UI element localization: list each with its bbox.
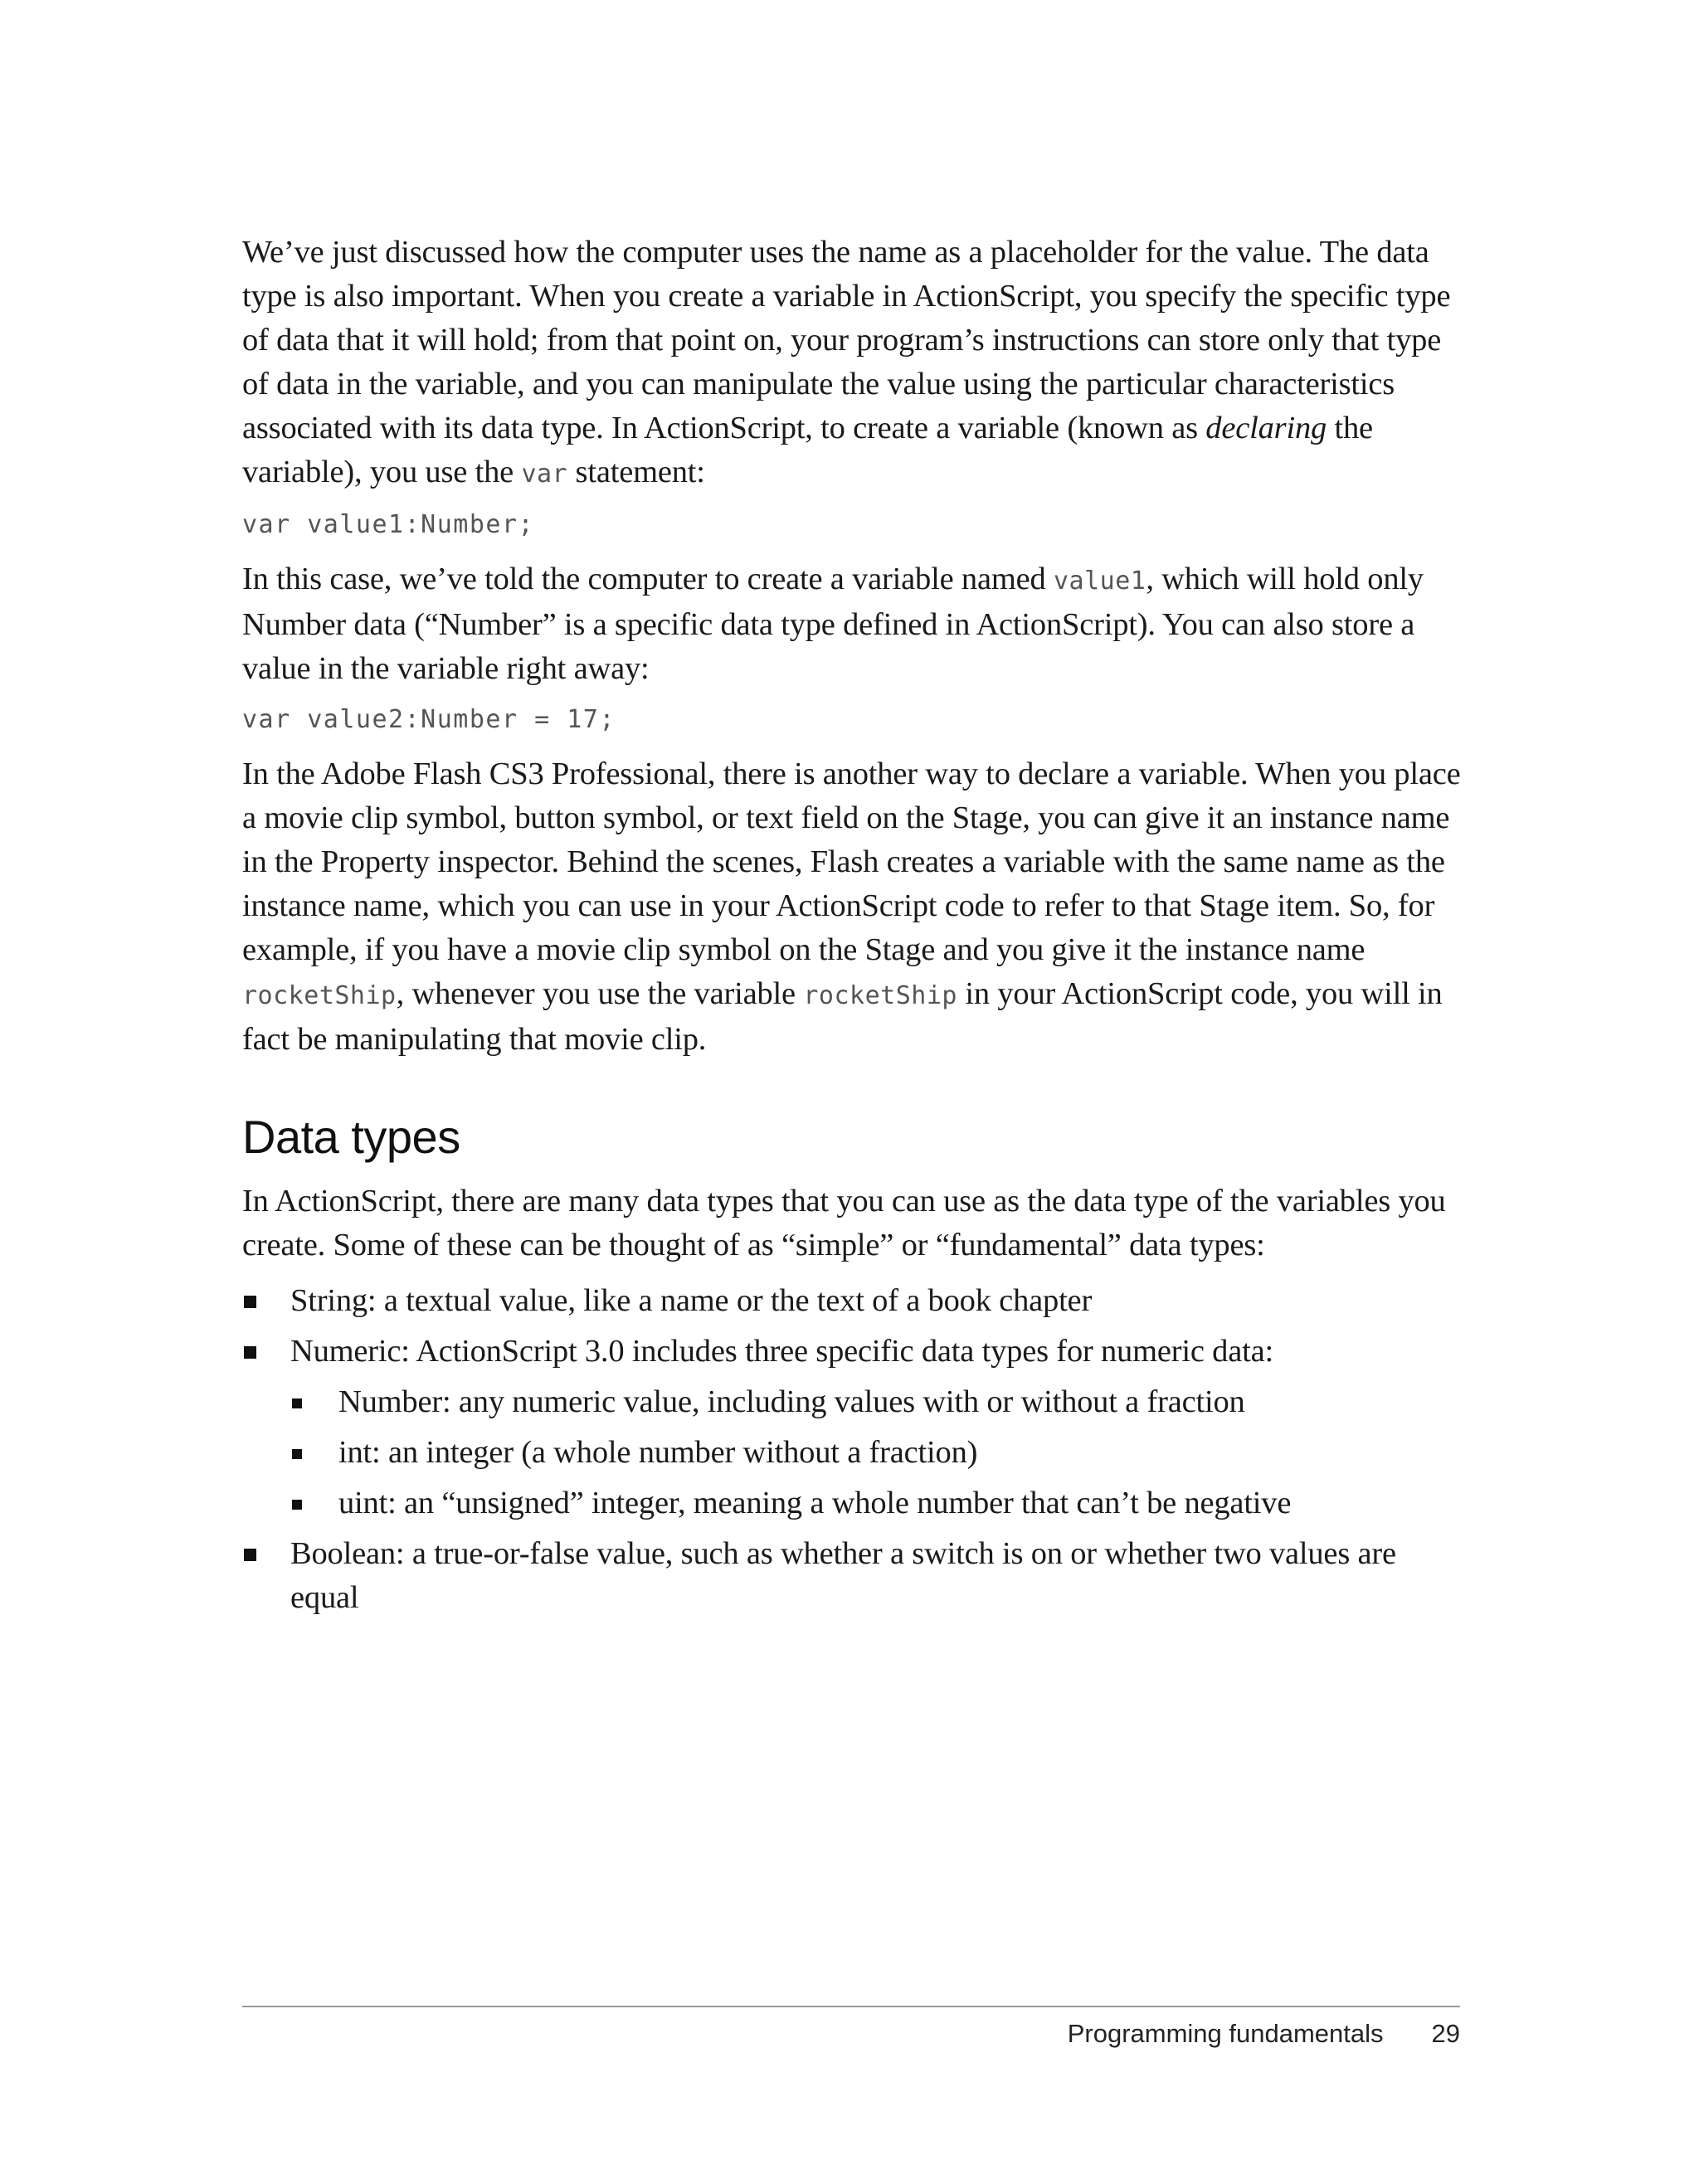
square-bullet-icon: [292, 1449, 302, 1459]
para2-text-after: , which will hold only Number data (“Number” is a specific data type defined in ActionScript). You can also store a value in the variable right away:: [242, 562, 1424, 686]
para3-text-middle: , whenever you use the variable: [396, 976, 804, 1011]
sub-list-item-text: Number: any numeric value, including values with or without a fraction: [338, 1384, 1245, 1419]
rocketship-code: rocketShip: [803, 981, 957, 1010]
sub-list-item-text: int: an integer (a whole number without a fraction): [338, 1435, 978, 1470]
data-types-list: [242, 1279, 1462, 1620]
paragraph-number-variable: [242, 557, 1462, 691]
paragraph-data-types-intro: In ActionScript, there are many data types that you can use as the data type of the variables you create. Some of these can be thought of as “simple” or “fundamental” data types:: [242, 1184, 1446, 1262]
code-example-declare: var value1:Number;: [242, 510, 535, 539]
paragraph-variables-datatype: [242, 231, 1462, 496]
rocketship-code: rocketShip: [242, 981, 397, 1010]
footer-section-title: Programming fundamentals: [1067, 2019, 1384, 2048]
code-example-assign: var value2:Number = 17;: [242, 705, 616, 734]
declaring-emphasis: declaring: [1205, 411, 1327, 445]
value1-code: value1: [1053, 567, 1146, 596]
square-bullet-icon: [292, 1398, 302, 1408]
para3-text-before: In the Adobe Flash CS3 Professional, there is another way to declare a variable. When you place a movie clip symbol, button symbol, or text field on the Stage, you can give it an instance name in the Property inspector. Behind the scenes, Flash creates a variable with the same name as the instance name, which you can use in your ActionScript code to refer to that Stage item. So, for example, if you have a movie clip symbol on the Stage and you give it the instance name: [242, 756, 1461, 967]
square-bullet-icon: [244, 1296, 256, 1308]
sub-list-item: [290, 1380, 1462, 1424]
para1-text-before: We’ve just discussed how the computer uses the name as a placeholder for the value. The data type is also important. When you create a variable in ActionScript, you specify the specific type of data that it will hold; from that point on, your program’s instructions can store only that type of data in the variable, and you can manipulate the value using the particular characteristics associated with its data type. In ActionScript, to create a variable (known as: [242, 235, 1451, 445]
square-bullet-icon: [292, 1500, 302, 1510]
page-content: [242, 231, 1462, 1627]
paragraph-instance-name: [242, 752, 1462, 1062]
sub-list-item: [290, 1481, 1462, 1525]
sub-list-item-text: uint: an “unsigned” integer, meaning a whole number that can’t be negative: [338, 1486, 1292, 1520]
para3-text-after: in your ActionScript code, you will in fact be manipulating that movie clip.: [242, 976, 1443, 1057]
list-item-text: Numeric: ActionScript 3.0 includes three specific data types for numeric data:: [290, 1334, 1273, 1369]
list-item: [242, 1532, 1462, 1620]
footer-divider: [242, 2006, 1460, 2007]
para1-text-middle: the variable), you use the: [242, 411, 1373, 489]
sub-list-item: [290, 1431, 1462, 1475]
list-item: [242, 1330, 1462, 1525]
square-bullet-icon: [244, 1346, 256, 1359]
list-item: [242, 1279, 1462, 1323]
para2-text-before: In this case, we’ve told the computer to create a variable named: [242, 562, 1054, 596]
list-item-text: Boolean: a true-or-false value, such as whether a switch is on or whether two values are equal: [290, 1536, 1396, 1615]
square-bullet-icon: [244, 1549, 256, 1561]
para1-text-after: statement:: [567, 455, 705, 489]
numeric-types-sublist: [290, 1380, 1462, 1525]
var-keyword-code: var: [521, 460, 568, 489]
page-footer: [1068, 2017, 1460, 2050]
page-number: 29: [1431, 2019, 1460, 2048]
list-item-text: String: a textual value, like a name or the text of a book chapter: [290, 1283, 1093, 1318]
section-heading: Data types: [242, 1111, 460, 1163]
